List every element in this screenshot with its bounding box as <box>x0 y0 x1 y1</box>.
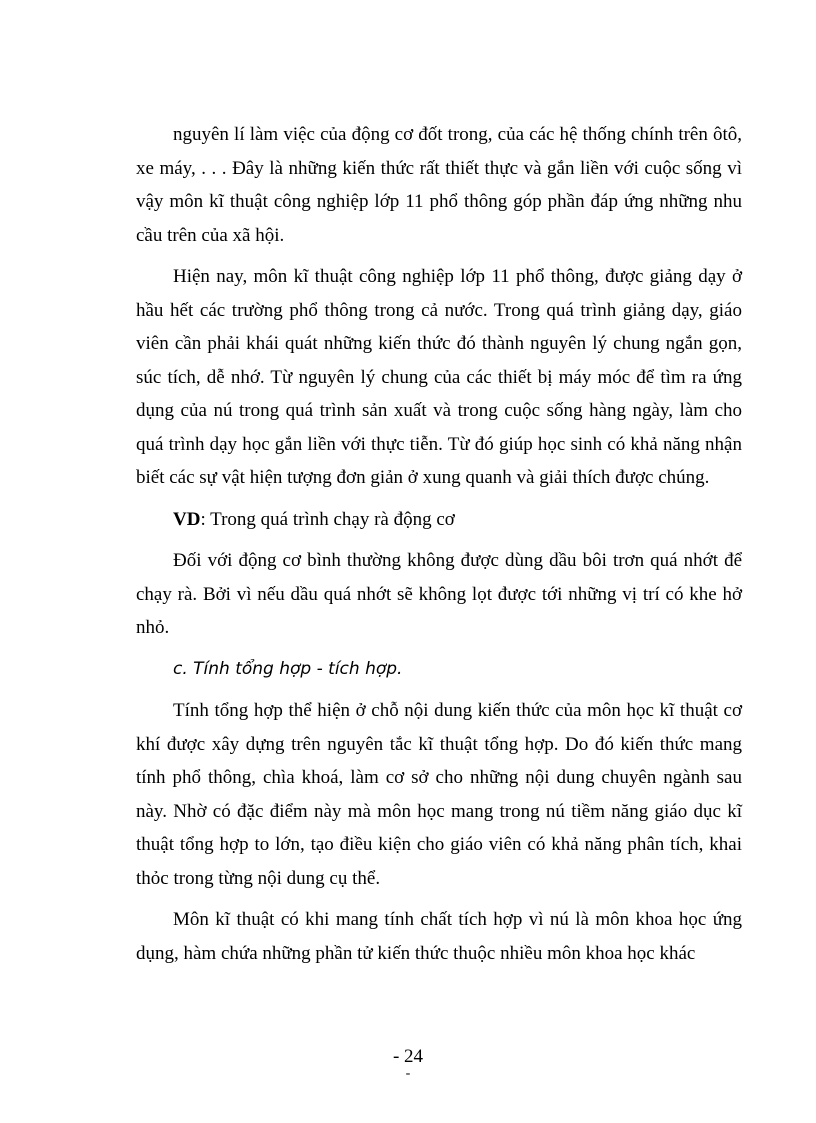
example-text: : Trong quá trình chạy rà động cơ <box>200 508 455 530</box>
paragraph-3: Đối với động cơ bình thường không được dùng dầu bôi trơn quá nhớt để chạy rà. Bởi vì nếu dầu quá nhớt sẽ không lọt được tới những vị trí có khe hở nhỏ. <box>136 550 742 638</box>
example-line <box>136 503 742 537</box>
page-number: - 24 <box>392 1046 424 1067</box>
paragraph-1: nguyên lí làm việc của động cơ đốt trong, của các hệ thống chính trên ôtô, xe máy, . . . Đây là những kiến thức rất thiết thực và gắn liền với cuộc sống vì vậy môn kĩ thuật công nghiệp lớp 11 phổ thông góp phần đáp ứng những nhu cầu trên của xã hội. <box>136 124 742 246</box>
example-label: VD <box>173 508 201 530</box>
paragraph-5: Môn kĩ thuật có khi mang tính chất tích hợp vì nú là môn khoa học ứng dụng, hàm chứa những phần tử kiến thức thuộc nhiều môn khoa học khác <box>136 909 742 964</box>
section-heading-c: c. Tính tổng hợp - tích hợp. <box>173 658 403 679</box>
paragraph-2: Hiện nay, môn kĩ thuật công nghiệp lớp 11 phổ thông, được giảng dạy ở hầu hết các trường phổ thông trong cả nước. Trong quá trình giảng dạy, giáo viên cần phải khái quát những kiến thức đó thành nguyên lý chung ngắn gọn, súc tích, dễ nhớ. Từ nguyên lý chung của các thiết bị máy móc để tìm ra ứng dụng của nú trong quá trình sản xuất và trong cuộc sống hàng ngày, làm cho quá trình dạy học gắn liền với thực tiễn. Từ đó giúp học sinh có khả năng nhận biết các sự vật hiện tượng đơn giản ở xung quanh và giải thích được chúng. <box>136 266 742 488</box>
paragraph-4: Tính tổng hợp thể hiện ở chỗ nội dung kiến thức của môn học kĩ thuật cơ khí được xây dựng trên nguyên tắc kĩ thuật tổng hợp. Do đó kiến thức mang tính phổ thông, chìa khoá, làm cơ sở cho những nội dung chuyên ngành sau này. Nhờ có đặc điểm này mà môn học mang trong nú tiềm năng giáo dục kĩ thuật tổng hợp to lớn, tạo điều kiện cho giáo viên có khả năng phân tích, khai thỏc trong từng nội dung cụ thể. <box>136 700 742 889</box>
page-number-dash: - <box>405 1066 411 1081</box>
body-text <box>136 118 742 970</box>
